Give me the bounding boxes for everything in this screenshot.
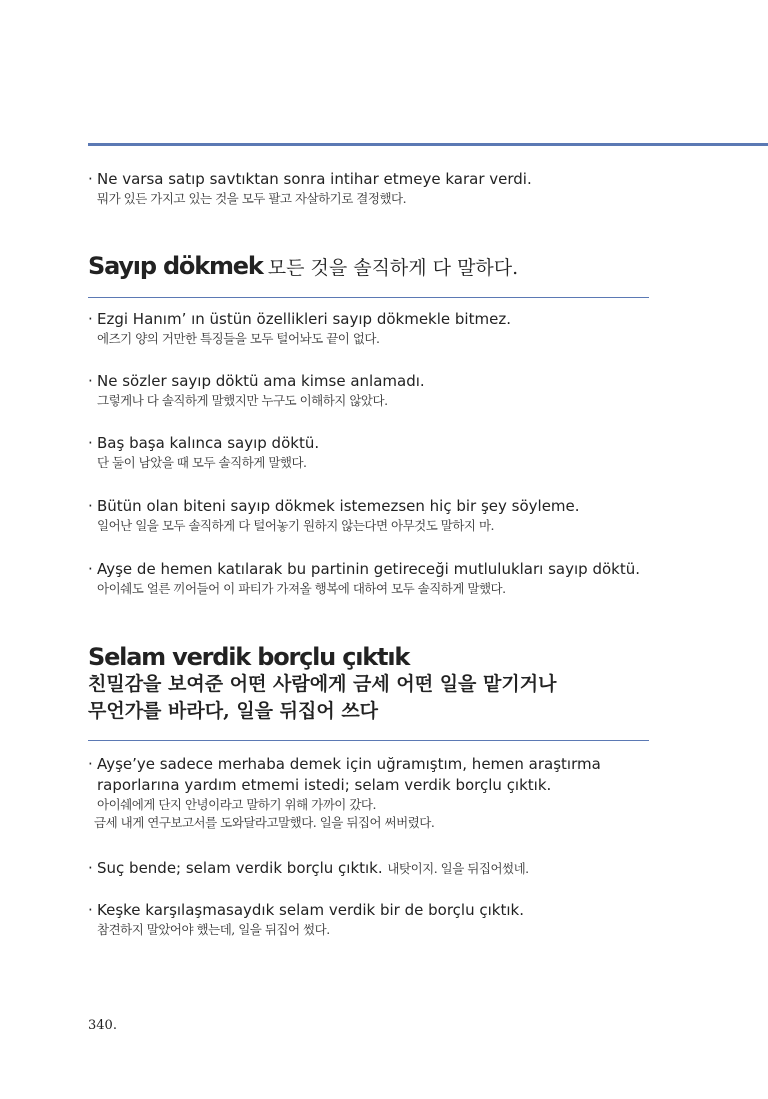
idiom-title: Sayıp dökmek	[88, 252, 263, 280]
turkish-sentence: · Ne varsa satıp savtıktan sonra intihar etmeye karar verdi.	[88, 170, 532, 188]
korean-translation: 내탓이지. 일을 뒤집어썼네.	[387, 861, 529, 876]
korean-translation: 뭐가 있든 가지고 있는 것을 모두 팔고 자살하기로 결정했다.	[97, 191, 407, 206]
bullet: ·	[88, 859, 93, 877]
korean-translation: 참견하지 말았어야 했는데, 일을 뒤집어 썼다.	[97, 922, 330, 937]
bullet: ·	[88, 170, 93, 188]
bullet: ·	[88, 372, 93, 390]
example-entry	[88, 858, 648, 879]
korean-translation: 단 둘이 남았을 때 모두 솔직하게 말했다.	[97, 455, 307, 470]
bullet: ·	[88, 901, 93, 919]
turkish-sentence: · Ezgi Hanım’ ın üstün özellikleri sayıp dökmekle bitmez.	[88, 310, 511, 328]
bullet: ·	[88, 497, 93, 515]
bullet: ·	[88, 434, 93, 452]
korean-translation: 에즈기 양의 거만한 특징들을 모두 털어놔도 끝이 없다.	[97, 331, 380, 346]
bullet: ·	[88, 310, 93, 328]
korean-translation: 그렇게나 다 솔직하게 말했지만 누구도 이해하지 않았다.	[97, 393, 388, 408]
idiom-title: Selam verdik borçlu çıktık	[88, 643, 410, 671]
example-entry	[88, 433, 648, 472]
example-entry	[88, 371, 648, 410]
turkish-sentence: · Ayşe’ye sadece merhaba demek için uğramıştım, hemen araştırma raporlarına yardım etmemi istedi; selam verdik borçlu çıktık.	[88, 755, 601, 794]
korean-translation: 아이쉐에게 단지 안녕이라고 말하기 위해 가까이 갔다.	[97, 797, 376, 812]
section-divider	[88, 740, 649, 741]
page-number: 340.	[88, 1018, 117, 1033]
example-entry	[88, 309, 648, 348]
example-entry	[88, 754, 628, 832]
bullet: ·	[88, 755, 93, 773]
example-entry	[88, 169, 648, 208]
bullet: ·	[88, 560, 93, 578]
example-entry	[88, 559, 648, 598]
turkish-sentence: · Baş başa kalınca sayıp döktü.	[88, 434, 320, 452]
example-entry	[88, 496, 648, 535]
turkish-sentence: · Ne sözler sayıp döktü ama kimse anlamadı.	[88, 372, 425, 390]
idiom-meaning: 친밀감을 보여준 어떤 사람에게 금세 어떤 일을 맡기거나	[88, 673, 557, 695]
korean-translation: 금세 내게 연구보고서를 도와달라고말했다. 일을 뒤집어 써버렸다.	[94, 815, 435, 830]
korean-translation: 일어난 일을 모두 솔직하게 다 털어놓기 원하지 않는다면 아무것도 말하지 마.	[97, 518, 495, 533]
idiom-meaning: 모든 것을 솔직하게 다 말하다.	[267, 257, 519, 279]
turkish-sentence: · Suç bende; selam verdik borçlu çıktık. 내탓이지. 일을 뒤집어썼네.	[88, 859, 529, 877]
turkish-sentence: · Keşke karşılaşmasaydık selam verdik bir de borçlu çıktık.	[88, 901, 524, 919]
top-rule	[88, 143, 768, 146]
example-entry	[88, 900, 648, 939]
turkish-sentence: · Ayşe de hemen katılarak bu partinin getireceği mutlulukları sayıp döktü.	[88, 560, 640, 578]
section-heading	[88, 252, 658, 280]
section-heading	[88, 643, 658, 725]
idiom-meaning: 무언가를 바라다, 일을 뒤집어 쓰다	[88, 700, 379, 722]
turkish-sentence: · Bütün olan biteni sayıp dökmek istemezsen hiç bir şey söyleme.	[88, 497, 580, 515]
korean-translation: 아이쉐도 얼른 끼어들어 이 파티가 가져올 행복에 대하여 모두 솔직하게 말했다.	[97, 581, 506, 596]
section-divider	[88, 297, 649, 298]
